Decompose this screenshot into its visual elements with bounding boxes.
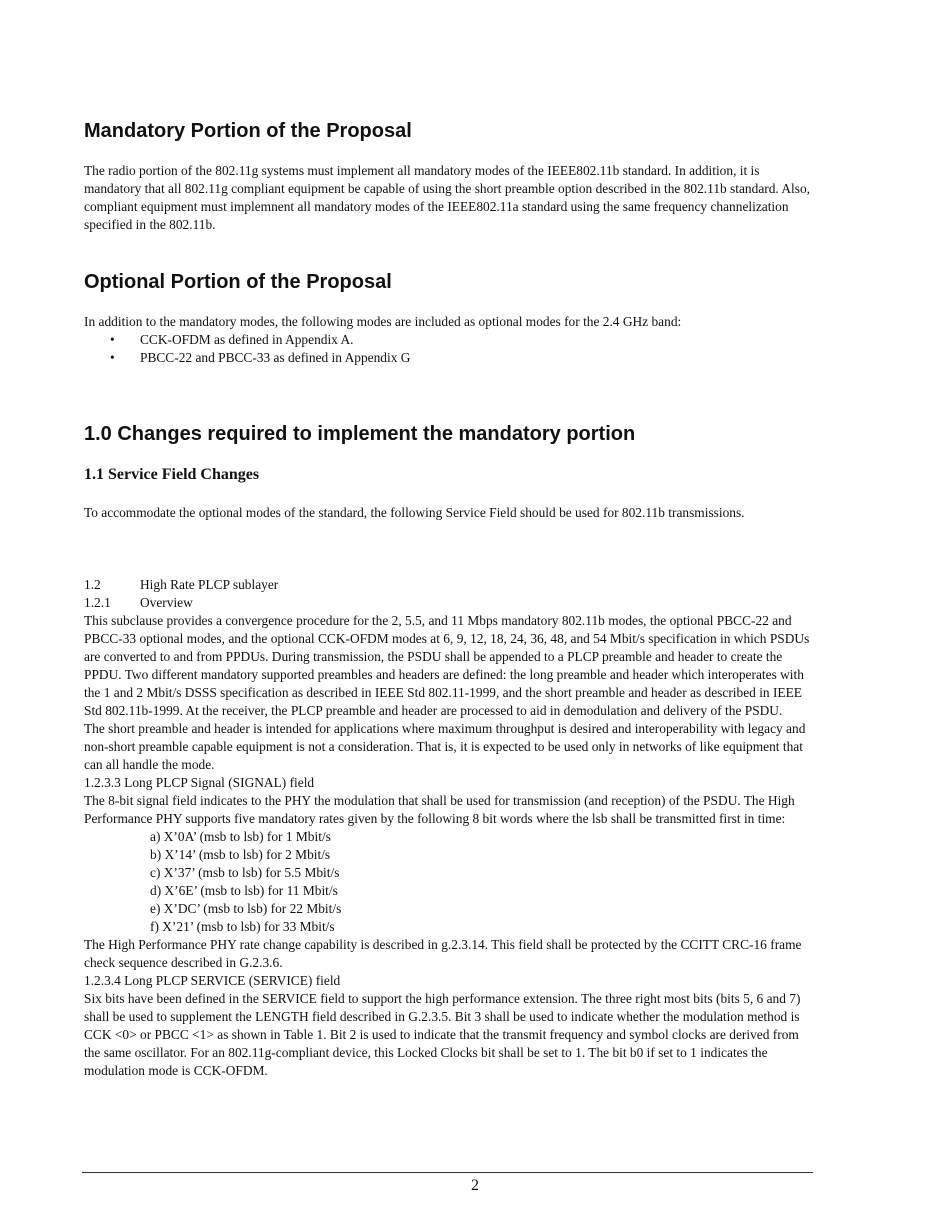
- section-1-2-1-heading: 1.2.1 Overview: [84, 595, 193, 610]
- list-item: f) X’21’ (msb to lsb) for 33 Mbit/s: [150, 919, 335, 934]
- changes-heading: 1.0 Changes required to implement the mandatory portion: [84, 423, 636, 445]
- rate-change-paragraph: The High Performance PHY rate change capability is described in g.2.3.14. This field shall be protected by the CCITT CRC-16 frame check sequence described in G.2.3.6.: [84, 937, 802, 970]
- optional-intro: In addition to the mandatory modes, the following modes are included as optional modes for the 2.4 GHz band:: [84, 314, 682, 329]
- page-number: 2: [471, 1177, 479, 1194]
- plcp-section: [84, 576, 814, 1080]
- list-item: e) X’DC’ (msb to lsb) for 22 Mbit/s: [150, 901, 342, 916]
- mandatory-paragraph: The radio portion of the 802.11g systems must implement all mandatory modes of the IEEE802.11b standard. In addition, it is mandatory that all 802.11g compliant equipment be capable of using the short preamble option described in the 802.11b standard. Also, compliant equipment must implemnent all mandatory modes of the IEEE802.11a standard using the same frequency channelization specified in the 802.11b.: [84, 163, 811, 232]
- bullet-icon: •: [110, 350, 115, 365]
- overview-paragraph-1: This subclause provides a convergence procedure for the 2, 5.5, and 11 Mbps mandatory 802.11b modes, the optional PBCC-22 and PBCC-33 optional modes, and the optional CCK-OFDM modes at 6, 9, 12, 18, 24, 36, 48, and 54 Mbit/s specification in which PSDUs are converted to and from PPDUs. During transmission, the PSDU shall be appended to a PLCP preamble and header to create the PPDU. Two different mandatory supported preambles and headers are defined: the long preamble and header which interoperates with the 1 and 2 Mbit/s DSSS specification as described in IEEE Std 802.11-1999, and the short preamble and header as described in IEEE Std 802.11b-1999. At the receiver, the PLCP preamble and header are processed to aid in demodulation and delivery of the PSDU.: [84, 613, 810, 718]
- list-item: • PBCC-22 and PBCC-33 as defined in Appendix G: [110, 350, 411, 365]
- list-item: d) X’6E’ (msb to lsb) for 11 Mbit/s: [150, 883, 338, 898]
- service-field-heading: 1.2.3.4 Long PLCP SERVICE (SERVICE) field: [84, 973, 341, 988]
- list-item: a) X’0A’ (msb to lsb) for 1 Mbit/s: [150, 829, 331, 844]
- optional-modes-list: [84, 331, 814, 367]
- bullet-icon: •: [110, 332, 115, 347]
- footer-divider: [82, 1172, 813, 1173]
- signal-field-paragraph: The 8-bit signal field indicates to the PHY the modulation that shall be used for transmission (and reception) of the PSDU. The High Performance PHY supports five mandatory rates given by the following 8 bit words where the lsb shall be transmitted first in time:: [84, 793, 795, 826]
- overview-paragraph-2: The short preamble and header is intended for applications where maximum throughput is desired and interoperability with legacy and non-short preamble capable equipment is not a consideration. That is, it is expected to be used only in networks of like equipment that can all handle the mode.: [84, 721, 806, 772]
- service-field-paragraph: Six bits have been defined in the SERVICE field to support the high performance extension. The three right most bits (bits 5, 6 and 7) shall be used to supplement the LENGTH field described in G.2.3.5. Bit 3 shall be used to indicate whether the modulation method is CCK <0> or PBCC <1> as shown in Table 1. Bit 2 is used to indicate that the transmit frequency and symbol clocks are derived from the same oscillator. For an 802.11g-compliant device, this Locked Clocks bit shall be set to 1. The bit b0 if set to 1 indicates the modulation mode is CCK-OFDM.: [84, 991, 801, 1078]
- section-1-2-heading: 1.2 High Rate PLCP sublayer: [84, 577, 279, 592]
- list-item: b) X’14’ (msb to lsb) for 2 Mbit/s: [150, 847, 331, 862]
- signal-field-heading: 1.2.3.3 Long PLCP Signal (SIGNAL) field: [84, 775, 315, 790]
- mandatory-heading: Mandatory Portion of the Proposal: [84, 120, 412, 142]
- list-item: c) X’37’ (msb to lsb) for 5.5 Mbit/s: [150, 865, 340, 880]
- optional-heading: Optional Portion of the Proposal: [84, 271, 392, 293]
- changes-paragraph: To accommodate the optional modes of the standard, the following Service Field should be used for 802.11b transmissions.: [84, 505, 745, 520]
- rate-list: [84, 828, 814, 936]
- service-field-changes-heading: 1.1 Service Field Changes: [84, 466, 260, 483]
- list-item: • CCK-OFDM as defined in Appendix A.: [110, 332, 354, 347]
